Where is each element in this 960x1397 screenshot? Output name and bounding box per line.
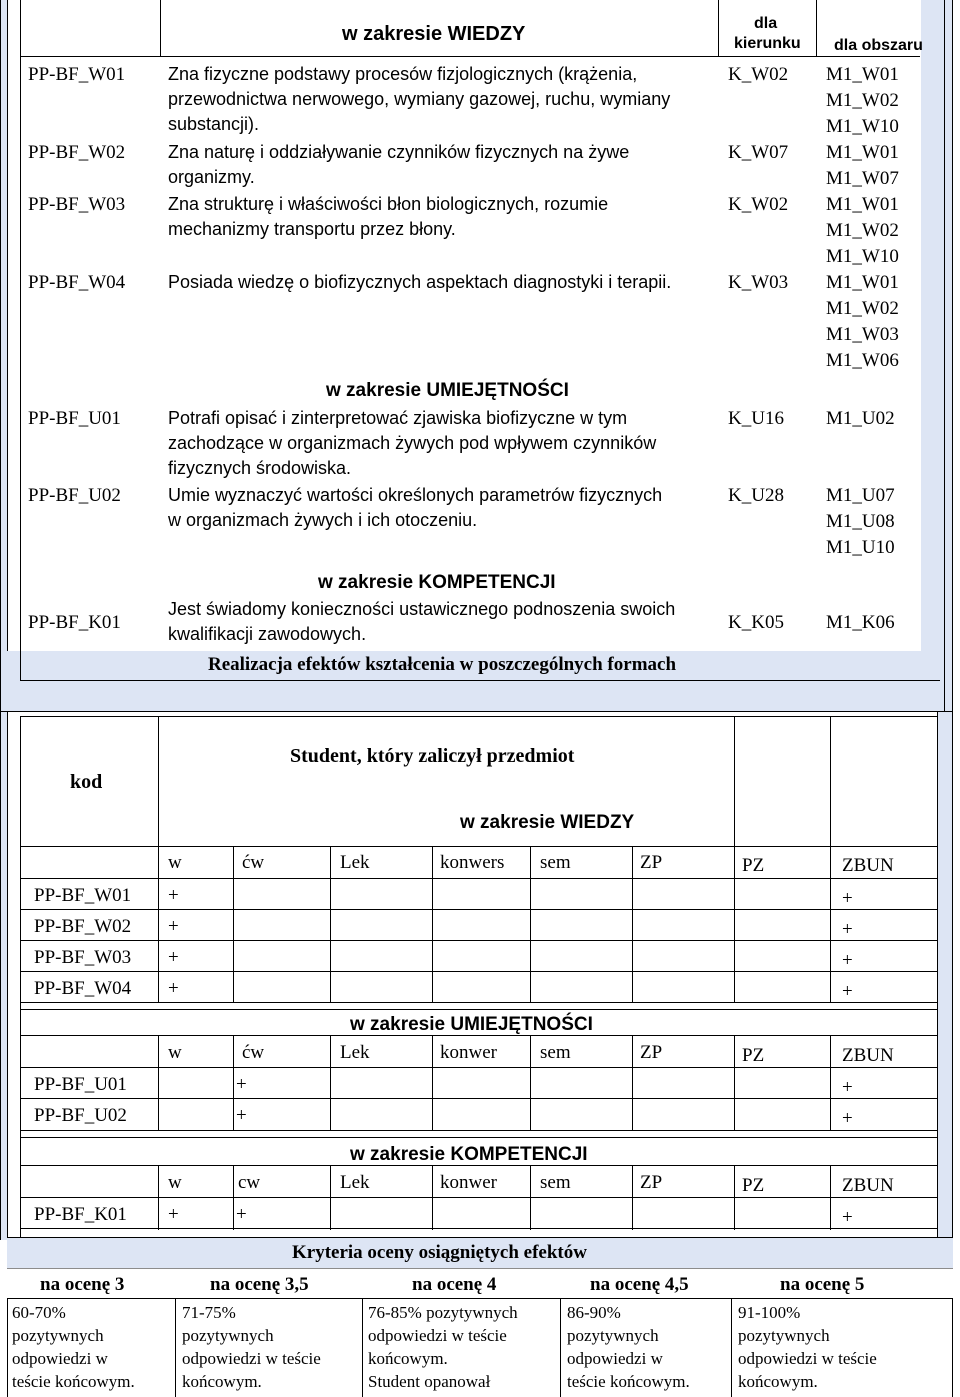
matrix-u-col-cw: ćw xyxy=(242,1042,265,1063)
matrix-col-line xyxy=(734,846,735,1002)
matrix-k-col-zbun: ZBUN xyxy=(842,1175,894,1196)
code-k01: PP-BF_K01 xyxy=(28,612,121,633)
kier-w04: K_W03 xyxy=(728,272,789,293)
obsz-k01-1: M1_K06 xyxy=(826,612,895,633)
matrix-col-line xyxy=(530,1035,531,1130)
kryteria-col-3 xyxy=(560,1298,561,1397)
left-edge-inner xyxy=(7,0,8,712)
right-edge-outer xyxy=(952,0,953,712)
matrix-k-col-pz: PZ xyxy=(742,1175,765,1196)
matrix-kod-left xyxy=(20,716,21,846)
section-header-kompetencji: w zakresie KOMPETENCJI xyxy=(318,572,556,593)
matrix-u-col-lek: Lek xyxy=(340,1042,370,1063)
matrix-row-u01-cw: + xyxy=(236,1074,247,1095)
matrix-k-col-lek: Lek xyxy=(340,1172,370,1193)
matrix-u-col-zp: ZP xyxy=(640,1042,663,1063)
grade-3-5: na ocenę 3,5 xyxy=(210,1274,309,1295)
obsz-w03-2: M1_W02 xyxy=(826,220,899,241)
top-section-bottom xyxy=(0,711,953,712)
grade-4: na ocenę 4 xyxy=(412,1274,497,1295)
matrix-col-line xyxy=(734,1035,735,1130)
top-table-left xyxy=(20,0,21,681)
matrix-w-col-zbun: ZBUN xyxy=(842,855,894,876)
desc-w02: Zna naturę i oddziaływanie czynników fizycznych na żywe organizmy. xyxy=(168,142,630,187)
matrix-col-div-2 xyxy=(830,716,831,846)
matrix-k-col-zp: ZP xyxy=(640,1172,663,1193)
desc-35-l3: odpowiedzi w teście xyxy=(182,1349,321,1368)
desc-4-l2: odpowiedzi w teście xyxy=(368,1326,507,1345)
matrix-left-edge-2 xyxy=(7,712,8,1240)
obsz-w01-1: M1_W01 xyxy=(826,64,899,85)
obsz-w01-3: M1_W10 xyxy=(826,116,899,137)
matrix-left-band xyxy=(0,712,7,1240)
matrix-w-col-lek: Lek xyxy=(340,852,370,873)
matrix-row-w04-w: + xyxy=(168,978,179,999)
desc-45-l4: teście końcowym. xyxy=(567,1372,690,1391)
obsz-w01-2: M1_W02 xyxy=(826,90,899,111)
desc-3-l1: 60-70% xyxy=(12,1303,66,1322)
matrix-col-line xyxy=(330,846,331,1002)
matrix-u-col-w: w xyxy=(168,1042,182,1063)
col-header-kierunku-2: kierunku xyxy=(734,35,801,52)
matrix-col-line xyxy=(830,1035,831,1130)
desc-45-l2: pozytywnych xyxy=(567,1326,659,1345)
desc-4-l4: Student opanował xyxy=(368,1372,491,1391)
obsz-w02-2: M1_W07 xyxy=(826,168,899,189)
matrix-row-k01-cw: + xyxy=(236,1204,247,1225)
obsz-w04-2: M1_W02 xyxy=(826,298,899,319)
matrix-row-w01-zbun: + xyxy=(842,888,853,909)
matrix-col-line xyxy=(530,846,531,1002)
obsz-w04-4: M1_W06 xyxy=(826,350,899,371)
right-edge xyxy=(944,0,945,712)
matrix-col-line xyxy=(632,846,633,1002)
matrix-k-col-cw: cw xyxy=(238,1172,261,1193)
matrix-row-w03-w: + xyxy=(168,947,179,968)
matrix-kod-right xyxy=(158,716,159,846)
left-margin-band xyxy=(0,0,7,712)
desc-k01: Jest świadomy konieczności ustawicznego podnoszenia swoich kwalifikacji zawodowych. xyxy=(168,599,676,644)
section-header-umiejetnosci: w zakresie UMIEJĘTNOŚCI xyxy=(326,380,569,401)
matrix-row-w01-w: + xyxy=(168,885,179,906)
matrix-row-line xyxy=(20,1002,937,1003)
desc-w03: Zna strukturę i właściwości błon biologicznych, rozumie mechanizmy transportu przez błony. xyxy=(168,194,609,239)
matrix-col-line xyxy=(632,1035,633,1130)
col-header-obszaru: dla obszaru xyxy=(834,37,923,54)
kryteria-top xyxy=(7,1237,953,1238)
obsz-w03-3: M1_W10 xyxy=(826,246,899,267)
kryteria-divider xyxy=(7,1268,953,1269)
matrix-student-label: Student, który zaliczył przedmiot xyxy=(290,745,575,767)
matrix-w-col-w: w xyxy=(168,852,182,873)
code-w01: PP-BF_W01 xyxy=(28,64,126,85)
top-header-divider-3 xyxy=(816,0,817,56)
desc-5-l2: pozytywnych xyxy=(738,1326,830,1345)
matrix-row-line xyxy=(20,1009,937,1010)
matrix-w-col-cw: ćw xyxy=(242,852,265,873)
matrix-right-band xyxy=(937,712,953,1240)
kryteria-col-2 xyxy=(362,1298,363,1397)
matrix-col-div-1 xyxy=(734,716,735,846)
matrix-row-u02-cw: + xyxy=(236,1105,247,1126)
kier-w02: K_W07 xyxy=(728,142,789,163)
kryteria-col-1 xyxy=(175,1298,176,1397)
matrix-row-w03-code: PP-BF_W03 xyxy=(34,947,132,968)
kryteria-col-0 xyxy=(7,1298,8,1397)
matrix-u-col-konwer: konwer xyxy=(440,1042,497,1063)
matrix-kod-label: kod xyxy=(70,771,103,793)
top-header-divider xyxy=(160,0,161,56)
matrix-row-w03-zbun: + xyxy=(842,950,853,971)
matrix-header-umiejetnosci: w zakresie UMIEJĘTNOŚCI xyxy=(350,1014,593,1035)
desc-w04: Posiada wiedzę o biofizycznych aspektach diagnostyki i terapii. xyxy=(168,272,672,292)
matrix-k-col-konwer: konwer xyxy=(440,1172,497,1193)
matrix-col-line xyxy=(233,846,234,1002)
desc-35-l1: 71-75% xyxy=(182,1303,236,1322)
matrix-col-line xyxy=(158,1165,159,1230)
code-u01: PP-BF_U01 xyxy=(28,408,121,429)
desc-3-l3: odpowiedzi w xyxy=(12,1349,108,1368)
matrix-row-line xyxy=(20,1137,937,1138)
matrix-col-line xyxy=(233,1165,234,1230)
matrix-header-kompetencji: w zakresie KOMPETENCJI xyxy=(350,1144,588,1165)
matrix-col-line xyxy=(432,1165,433,1230)
matrix-row-line xyxy=(20,1130,937,1131)
matrix-w-col-pz: PZ xyxy=(742,855,765,876)
obsz-w02-1: M1_W01 xyxy=(826,142,899,163)
desc-45-l1: 86-90% xyxy=(567,1303,621,1322)
desc-4-l3: końcowym. xyxy=(368,1349,448,1368)
matrix-col-line xyxy=(330,1165,331,1230)
matrix-col-line xyxy=(330,1035,331,1130)
realizacja-title: Realizacja efektów kształcenia w poszczególnych formach xyxy=(208,654,677,675)
kier-w03: K_W02 xyxy=(728,194,789,215)
matrix-right-edge-2 xyxy=(952,712,953,1240)
code-w03: PP-BF_W03 xyxy=(28,194,126,215)
matrix-header-wiedza: w zakresie WIEDZY xyxy=(460,812,635,833)
desc-3-l2: pozytywnych xyxy=(12,1326,104,1345)
realizacja-divider xyxy=(20,680,940,681)
matrix-col-line xyxy=(632,1165,633,1230)
matrix-k-col-sem: sem xyxy=(540,1172,571,1193)
matrix-row-w04-zbun: + xyxy=(842,981,853,1002)
matrix-row-u02-zbun: + xyxy=(842,1108,853,1129)
matrix-col-line xyxy=(233,1035,234,1130)
section-header-wiedza: w zakresie WIEDZY xyxy=(342,23,526,45)
col-header-kierunku-1: dla xyxy=(754,15,778,32)
desc-u02: Umie wyznaczyć wartości określonych parametrów fizycznych w organizmach żywych i ich otoczeniu. xyxy=(168,485,663,530)
matrix-col-line xyxy=(158,846,159,1002)
desc-w01: Zna fizyczne podstawy procesów fizjologicznych (krążenia, przewodnictwa nerwowego, wymiany gazowej, ruchu, wymiany substancji). xyxy=(168,64,671,134)
obsz-u02-3: M1_U10 xyxy=(826,537,895,558)
matrix-row-w02-zbun: + xyxy=(842,919,853,940)
left-edge xyxy=(0,0,1,712)
matrix-row-u02-code: PP-BF_U02 xyxy=(34,1105,127,1126)
grade-4-5: na ocenę 4,5 xyxy=(590,1274,689,1295)
matrix-row-u01-code: PP-BF_U01 xyxy=(34,1074,127,1095)
matrix-col-line xyxy=(432,1035,433,1130)
matrix-row-w04-code: PP-BF_W04 xyxy=(34,978,132,999)
matrix-w-col-konwers: konwers xyxy=(440,852,505,873)
matrix-u-col-zbun: ZBUN xyxy=(842,1045,894,1066)
matrix-col-line xyxy=(830,846,831,1002)
grade-3: na ocenę 3 xyxy=(40,1274,125,1295)
matrix-left-edge xyxy=(0,712,1,1240)
matrix-row-k01-w: + xyxy=(168,1204,179,1225)
code-w02: PP-BF_W02 xyxy=(28,142,126,163)
obsz-u01-1: M1_U02 xyxy=(826,408,895,429)
matrix-u-col-pz: PZ xyxy=(742,1045,765,1066)
desc-5-l4: końcowym. xyxy=(738,1372,818,1391)
matrix-u-col-sem: sem xyxy=(540,1042,571,1063)
matrix-row-k01-code: PP-BF_K01 xyxy=(34,1204,127,1225)
matrix-k-col-w: w xyxy=(168,1172,182,1193)
obsz-u02-2: M1_U08 xyxy=(826,511,895,532)
code-u02: PP-BF_U02 xyxy=(28,485,121,506)
matrix-col-line xyxy=(432,846,433,1002)
kier-w01: K_W02 xyxy=(728,64,789,85)
kryteria-col-5 xyxy=(952,1298,953,1397)
kryteria-col-4 xyxy=(731,1298,732,1397)
matrix-w-col-sem: sem xyxy=(540,852,571,873)
kier-u02: K_U28 xyxy=(728,485,784,506)
desc-5-l1: 91-100% xyxy=(738,1303,801,1322)
matrix-col-line xyxy=(830,1165,831,1230)
code-w04: PP-BF_W04 xyxy=(28,272,126,293)
matrix-right-edge xyxy=(937,712,938,1240)
matrix-grid-left xyxy=(20,846,21,1242)
matrix-col-line xyxy=(530,1165,531,1230)
kryteria-grade-line xyxy=(7,1298,953,1299)
matrix-row-w01-code: PP-BF_W01 xyxy=(34,885,132,906)
matrix-row-w02-w: + xyxy=(168,916,179,937)
matrix-w-col-zp: ZP xyxy=(640,852,663,873)
obsz-u02-1: M1_U07 xyxy=(826,485,895,506)
top-header-divider-2 xyxy=(718,0,719,56)
matrix-col-line xyxy=(734,1165,735,1230)
grade-5: na ocenę 5 xyxy=(780,1274,865,1295)
matrix-row-u01-zbun: + xyxy=(842,1077,853,1098)
right-margin-band xyxy=(921,0,953,712)
desc-u01: Potrafi opisać i zinterpretować zjawiska biofizyczne w tym zachodzące w organizmach żywych pod wpływem czynników fizycznych środowiska. xyxy=(168,408,657,478)
desc-5-l3: odpowiedzi w teście xyxy=(738,1349,877,1368)
kryteria-title: Kryteria oceny osiągniętych efektów xyxy=(292,1242,587,1263)
matrix-row-w02-code: PP-BF_W02 xyxy=(34,916,132,937)
desc-35-l4: końcowym. xyxy=(182,1372,262,1391)
top-header-line xyxy=(20,56,920,57)
matrix-col-line xyxy=(158,1035,159,1130)
kier-u01: K_U16 xyxy=(728,408,784,429)
obsz-w04-1: M1_W01 xyxy=(826,272,899,293)
obsz-w04-3: M1_W03 xyxy=(826,324,899,345)
desc-3-l4: teście końcowym. xyxy=(12,1372,135,1391)
kier-k01: K_K05 xyxy=(728,612,784,633)
desc-4-l1: 76-85% pozytywnych xyxy=(368,1303,518,1322)
matrix-row-k01-zbun: + xyxy=(842,1207,853,1228)
desc-35-l2: pozytywnych xyxy=(182,1326,274,1345)
desc-45-l3: odpowiedzi w xyxy=(567,1349,663,1368)
obsz-w03-1: M1_W01 xyxy=(826,194,899,215)
